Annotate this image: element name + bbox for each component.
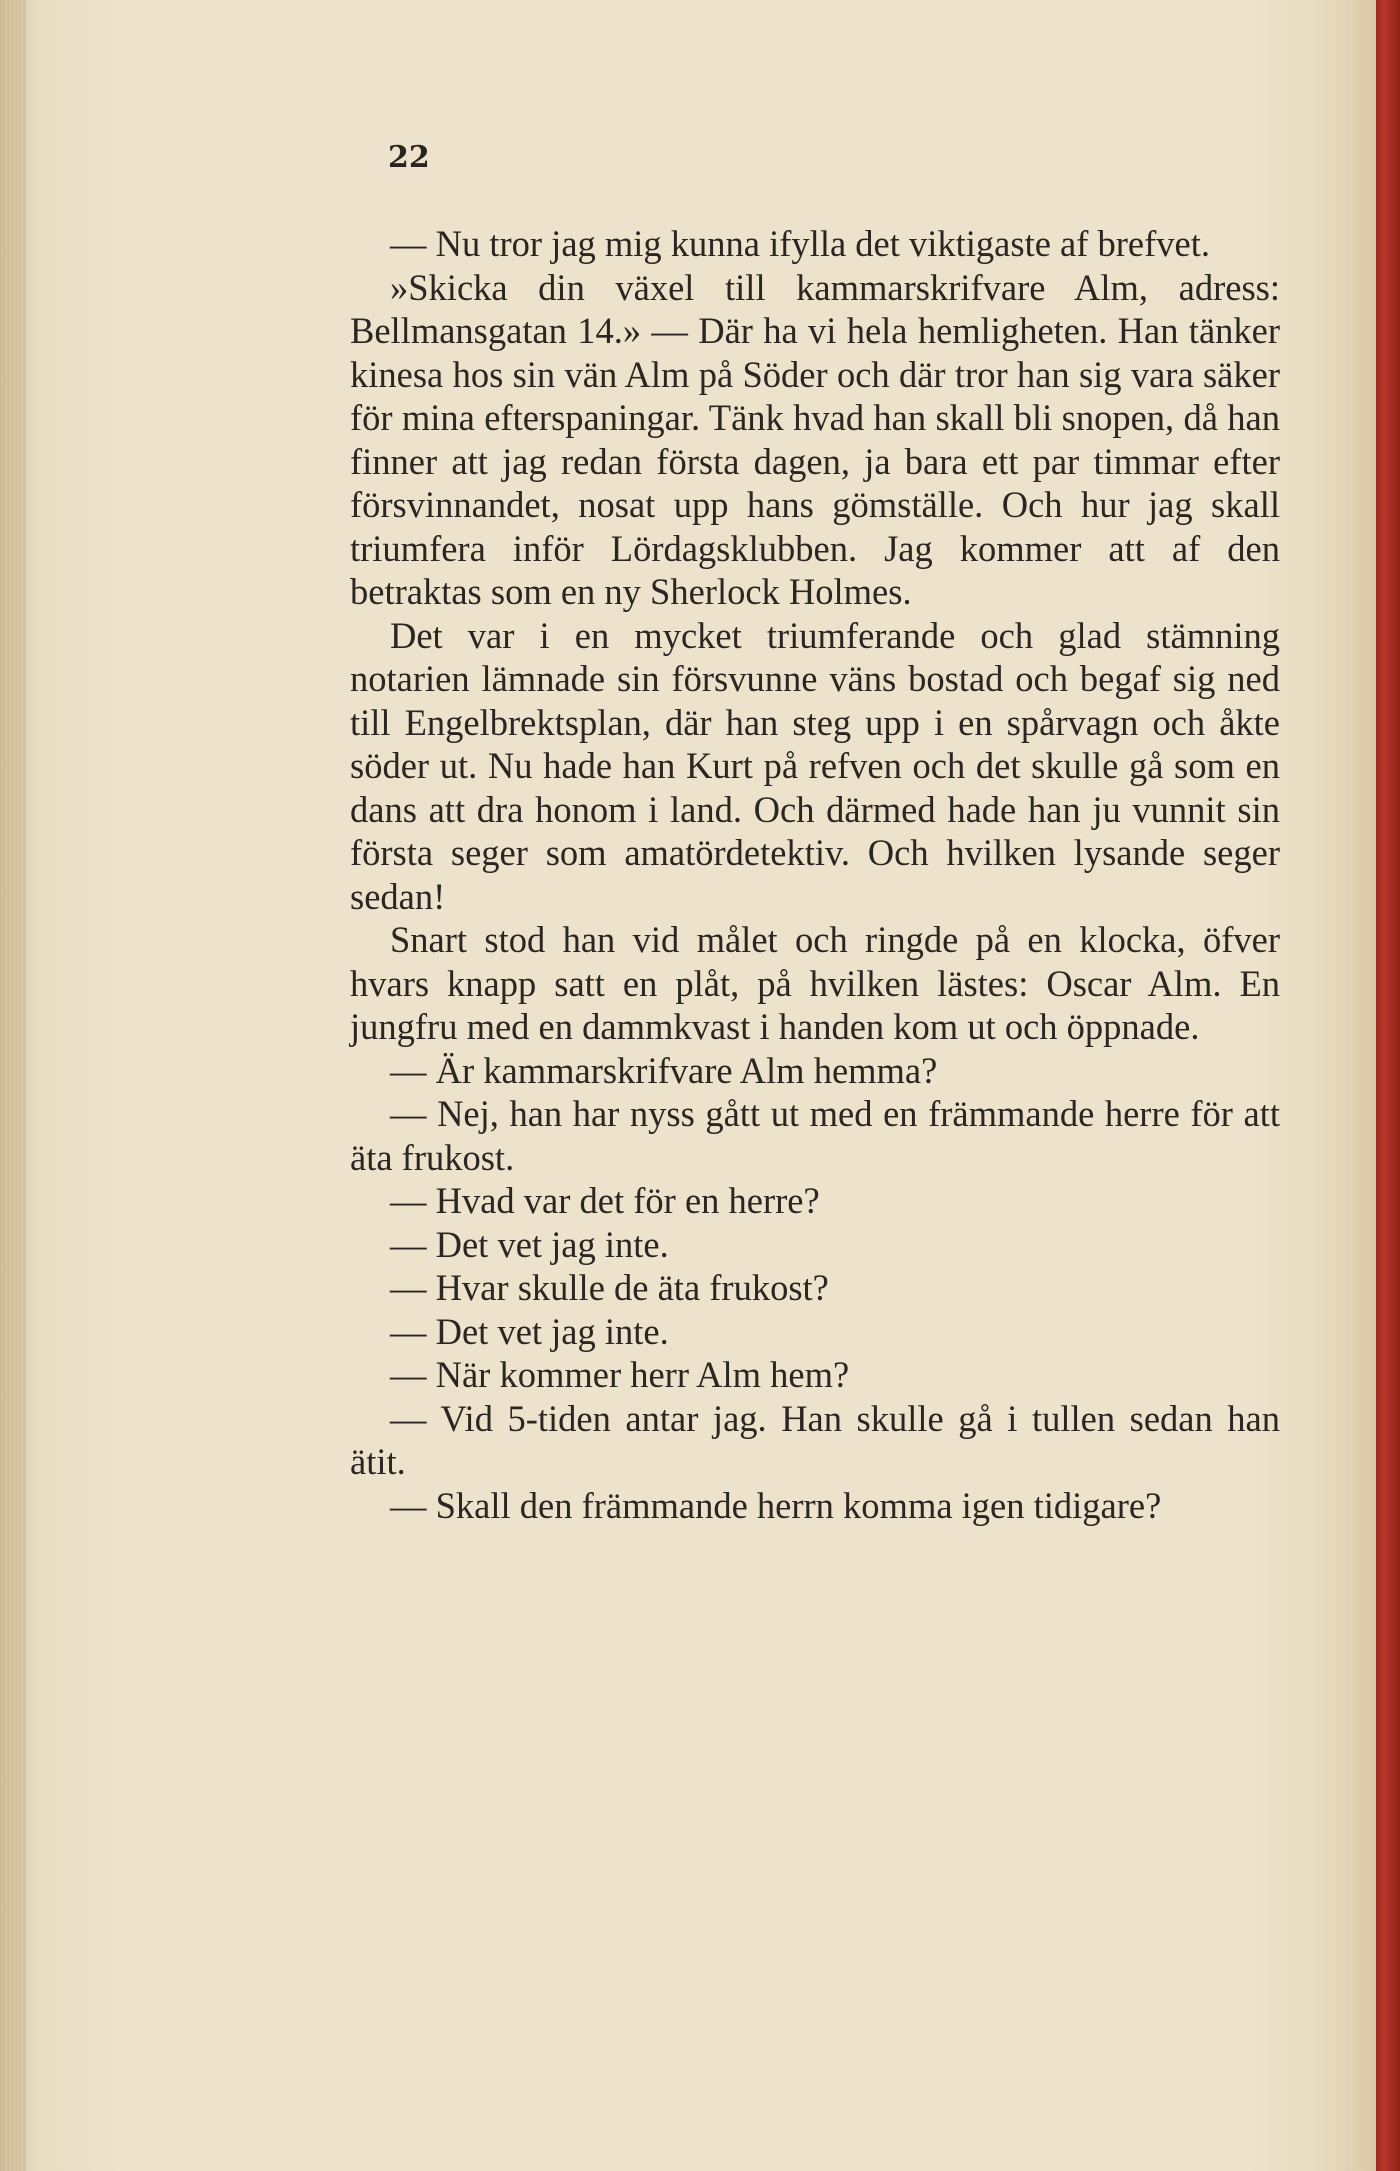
- body-text: [350, 222, 1280, 1527]
- dialogue-line: — När kommer herr Alm hem?: [390, 1354, 850, 1395]
- dialogue-line: — Hvar skulle de äta frukost?: [390, 1267, 829, 1308]
- dialogue-line: — Hvad var det för en herre?: [390, 1180, 820, 1221]
- dialogue-line: — Skall den främmande herrn komma igen tidigare?: [390, 1484, 1162, 1526]
- dialogue-line: — Det vet jag inte.: [390, 1310, 669, 1352]
- dialogue-line: — Är kammarskrifvare Alm hemma?: [390, 1049, 938, 1091]
- paragraph: Det var i en mycket triumferande och glad stämning notarien lämnade sin försvunne väns bostad och begaf sig ned till Engelbrektsplan, där han steg upp i en spårvagn och åkte söder ut. Nu hade han Kurt på refven och det skulle gå som en dans att dra honom i land. Och därmed hade han ju vunnit sin första seger som amatördetektiv. Och hvilken lysande seger sedan!: [350, 614, 1280, 917]
- book-cover-edge: [1376, 0, 1400, 2171]
- dialogue-line: — Det vet jag inte.: [390, 1223, 669, 1265]
- page-number: 22: [388, 140, 430, 175]
- dialogue-line: — Vid 5-tiden antar jag. Han skulle gå i tullen sedan han ätit.: [350, 1397, 1280, 1482]
- page-stack-edge: [0, 0, 26, 2171]
- dialogue-line: — Nej, han har nyss gått ut med en främmande herre för att äta frukost.: [350, 1093, 1280, 1178]
- paragraph: »Skicka din växel till kammarskrifvare Alm, adress: Bellmansgatan 14.» — Där ha vi hela hemligheten. Han tänker kinesa hos sin vän Alm på Söder och där tror han sig vara säker för mina efterspaningar. Tänk hvad han skall bli snopen, då han finner att jag redan första dagen, ja bara ett par timmar efter försvinnandet, nosat upp hans gömställe. Och hur jag skall triumfera inför Lördagsklubben. Jag kommer att af den betraktas som en ny Sherlock Holmes.: [350, 266, 1280, 612]
- paragraph: — Nu tror jag mig kunna ifylla det viktigaste af brefvet.: [390, 223, 1211, 264]
- paragraph: Snart stod han vid målet och ringde på en klocka, öfver hvars knapp satt en plåt, på hvilken lästes: Oscar Alm. En jungfru med en dammkvast i handen kom ut och öppnade.: [350, 919, 1280, 1047]
